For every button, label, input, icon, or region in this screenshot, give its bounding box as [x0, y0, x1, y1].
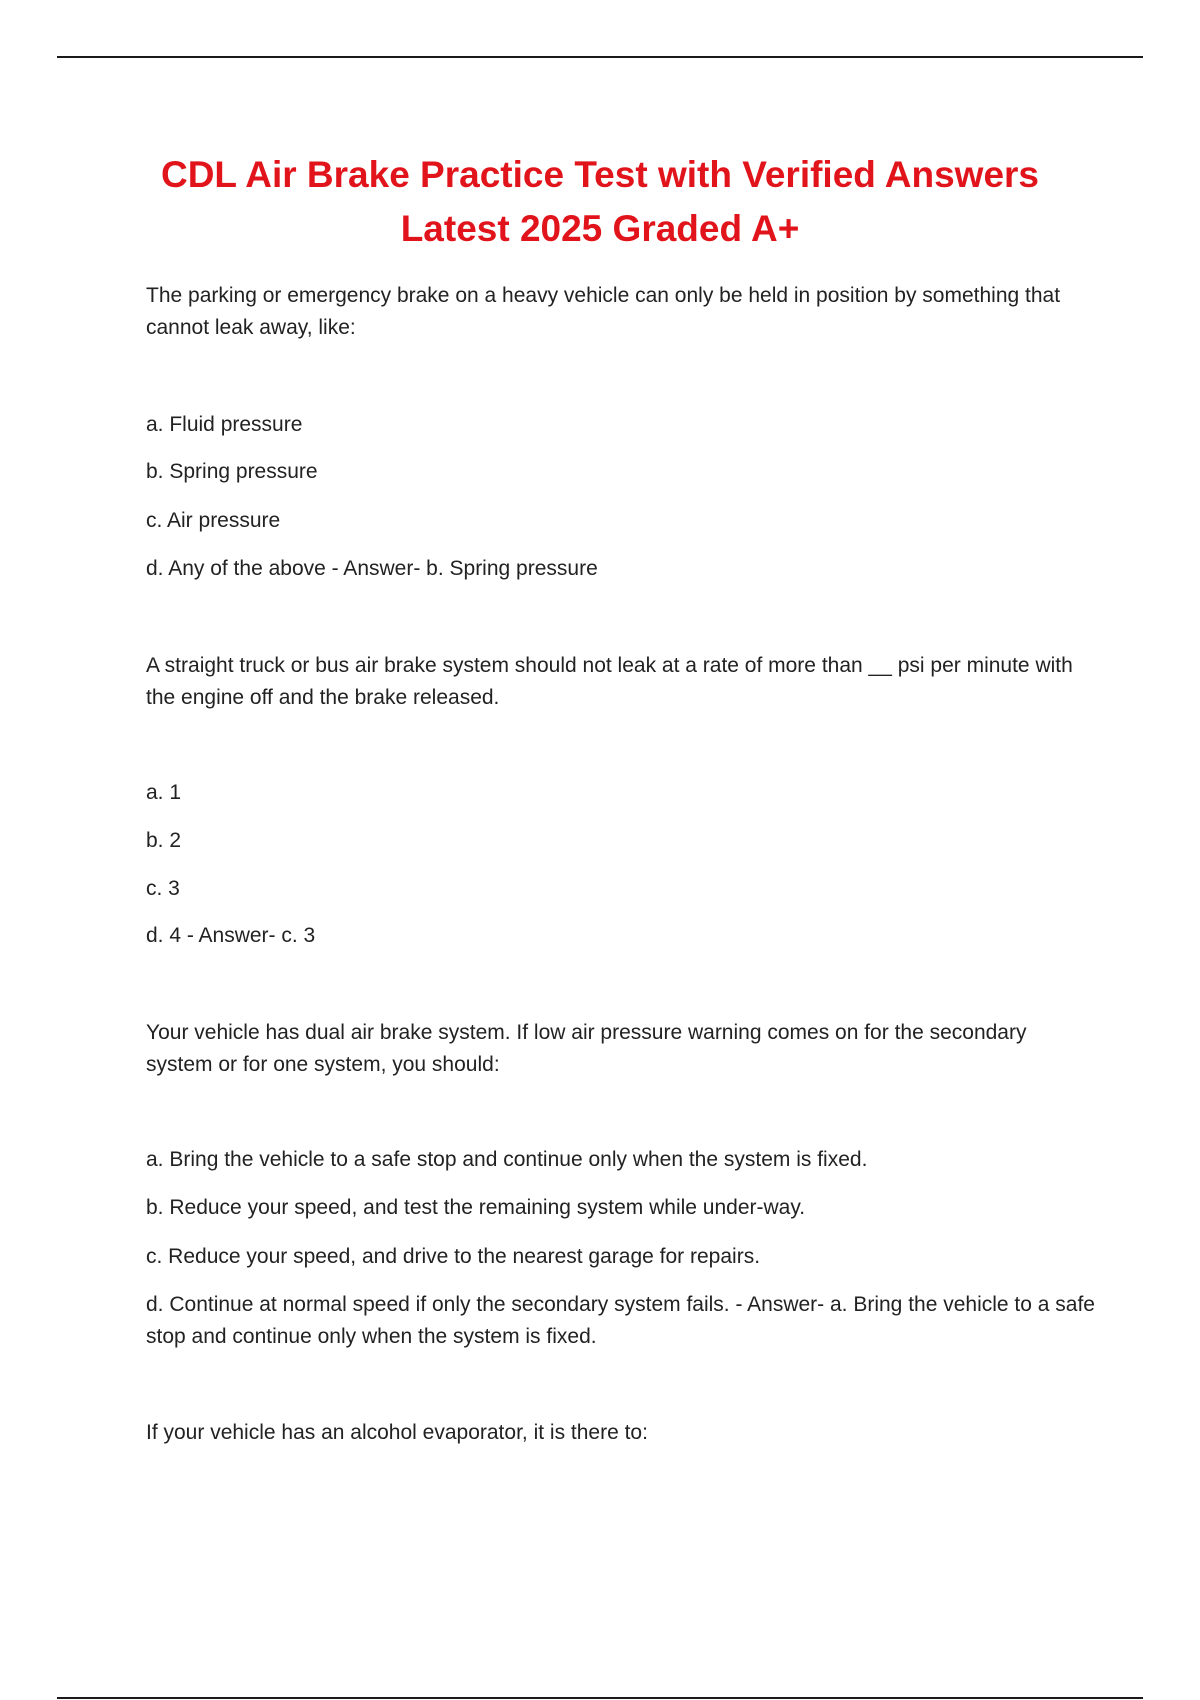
- question-1-option-b: b. Spring pressure: [146, 460, 318, 483]
- question-1-option-a: a. Fluid pressure: [146, 413, 303, 436]
- question-3-option-a: a. Bring the vehicle to a safe stop and continue only when the system is fixed.: [146, 1148, 868, 1171]
- question-1-option-c: c. Air pressure: [146, 509, 281, 532]
- question-2-prompt: A straight truck or bus air brake system should not leak at a rate of more than __ psi per minute with the engine off and the brake released.: [146, 654, 1073, 709]
- bottom-divider: [57, 1697, 1143, 1699]
- question-3-option-b: b. Reduce your speed, and test the remaining system while under-way.: [146, 1196, 806, 1219]
- question-2-option-c: c. 3: [146, 877, 180, 900]
- question-1-prompt: The parking or emergency brake on a heavy vehicle can only be held in position by something that cannot leak away, like:: [146, 284, 1061, 339]
- question-4-prompt: If your vehicle has an alcohol evaporator, it is there to:: [146, 1421, 648, 1444]
- question-3-option-c: c. Reduce your speed, and drive to the nearest garage for repairs.: [146, 1245, 761, 1268]
- title-line-1: CDL Air Brake Practice Test with Verified Answers: [160, 154, 1040, 195]
- question-2-option-b: b. 2: [146, 829, 182, 852]
- question-3-prompt: Your vehicle has dual air brake system. If low air pressure warning comes on for the secondary system or for one system, you should:: [146, 1021, 1027, 1076]
- question-1-option-d-answer: d. Any of the above - Answer- b. Spring pressure: [146, 557, 598, 580]
- title-line-2: Latest 2025 Graded A+: [400, 208, 800, 249]
- top-divider: [57, 56, 1143, 58]
- question-2-option-d-answer: d. 4 - Answer- c. 3: [146, 924, 316, 947]
- question-3-option-d-answer: d. Continue at normal speed if only the secondary system fails. - Answer- a. Bring the vehicle to a safe stop and continue only when the system is fixed.: [146, 1293, 1095, 1348]
- question-2-option-a: a. 1: [146, 781, 182, 804]
- document-title: [60, 148, 1140, 256]
